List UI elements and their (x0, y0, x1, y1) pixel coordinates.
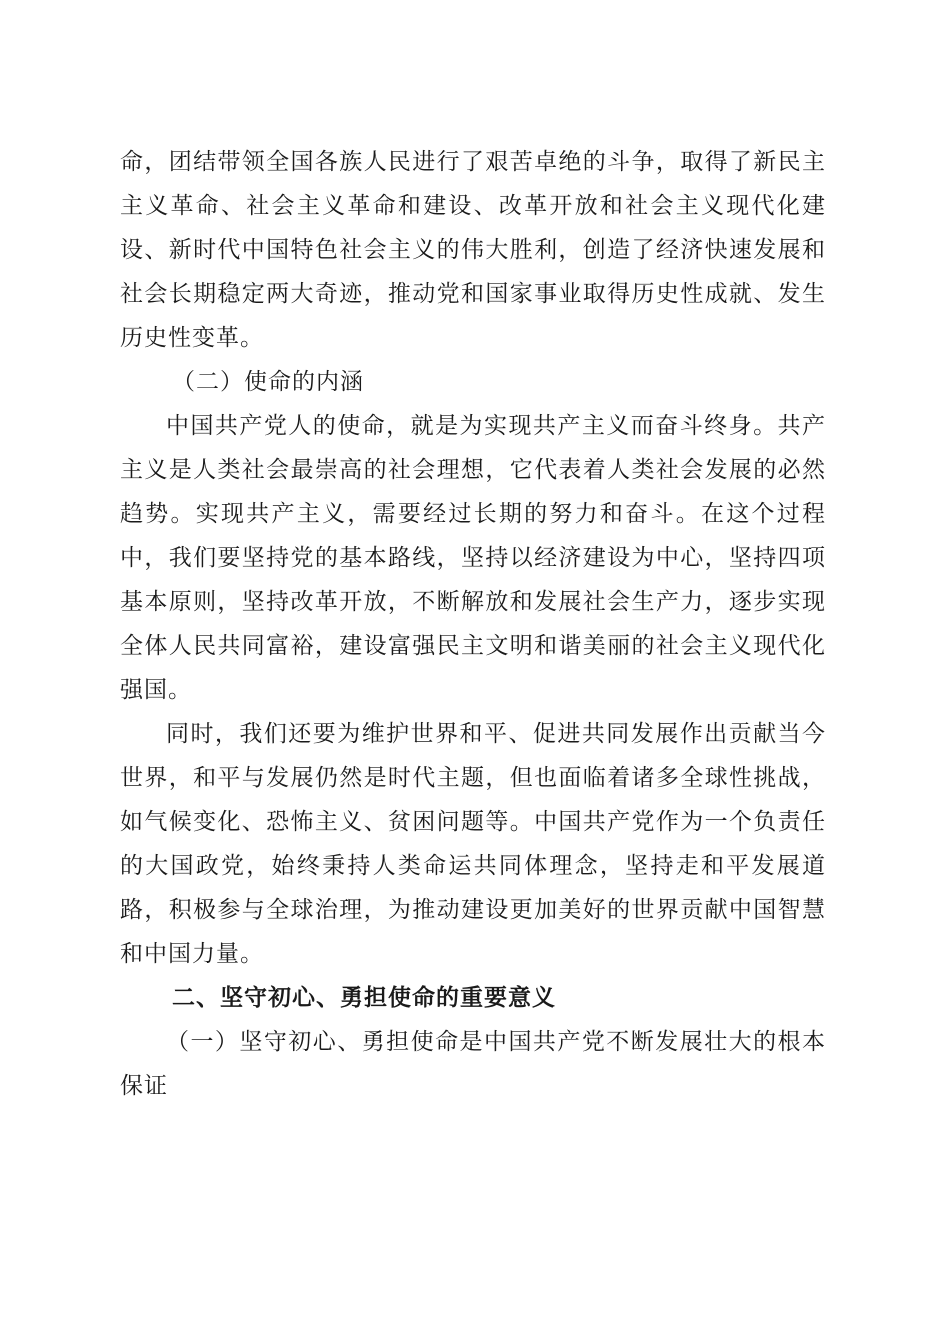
paragraph-continued: 命，团结带领全国各族人民进行了艰苦卓绝的斗争，取得了新民主主义革命、社会主义革命和建设、改革开放和社会主义现代化建设、新时代中国特色社会主义的伟大胜利，创造了经济快速发展和社会长期稳定两大奇迹，推动党和国家事业取得历史性成就、发生历史性变革。 (120, 149, 826, 351)
paragraph-mission: 中国共产党人的使命，就是为实现共产主义而奋斗终身。共产主义是人类社会最崇高的社会理想，它代表着人类社会发展的必然趋势。实现共产主义，需要经过长期的努力和奋斗。在这个过程中，我们要坚持党的基本路线，坚持以经济建设为中心，坚持四项基本原则，坚持改革开放，不断解放和发展社会生产力，逐步实现全体人民共同富裕，建设富强民主文明和谐美丽的社会主义现代化强国。 (120, 413, 826, 703)
paragraph-world-peace: 同时，我们还要为维护世界和平、促进共同发展作出贡献当今世界，和平与发展仍然是时代主题，但也面临着诸多全球性挑战，如气候变化、恐怖主义、贫困问题等。中国共产党作为一个负责任的大国政党，始终秉持人类命运共同体理念，坚持走和平发展道路，积极参与全球治理，为推动建设更加美好的世界贡献中国智慧和中国力量。 (120, 721, 826, 967)
subheading-mission-meaning: （二）使命的内涵 (172, 369, 364, 395)
document-page (120, 140, 826, 1108)
section-heading-significance: 二、坚守初心、勇担使命的重要意义 (172, 985, 556, 1011)
subheading-fundamental-guarantee: （一）坚守初心、勇担使命是中国共产党不断发展壮大的根本保证 (120, 1029, 826, 1099)
